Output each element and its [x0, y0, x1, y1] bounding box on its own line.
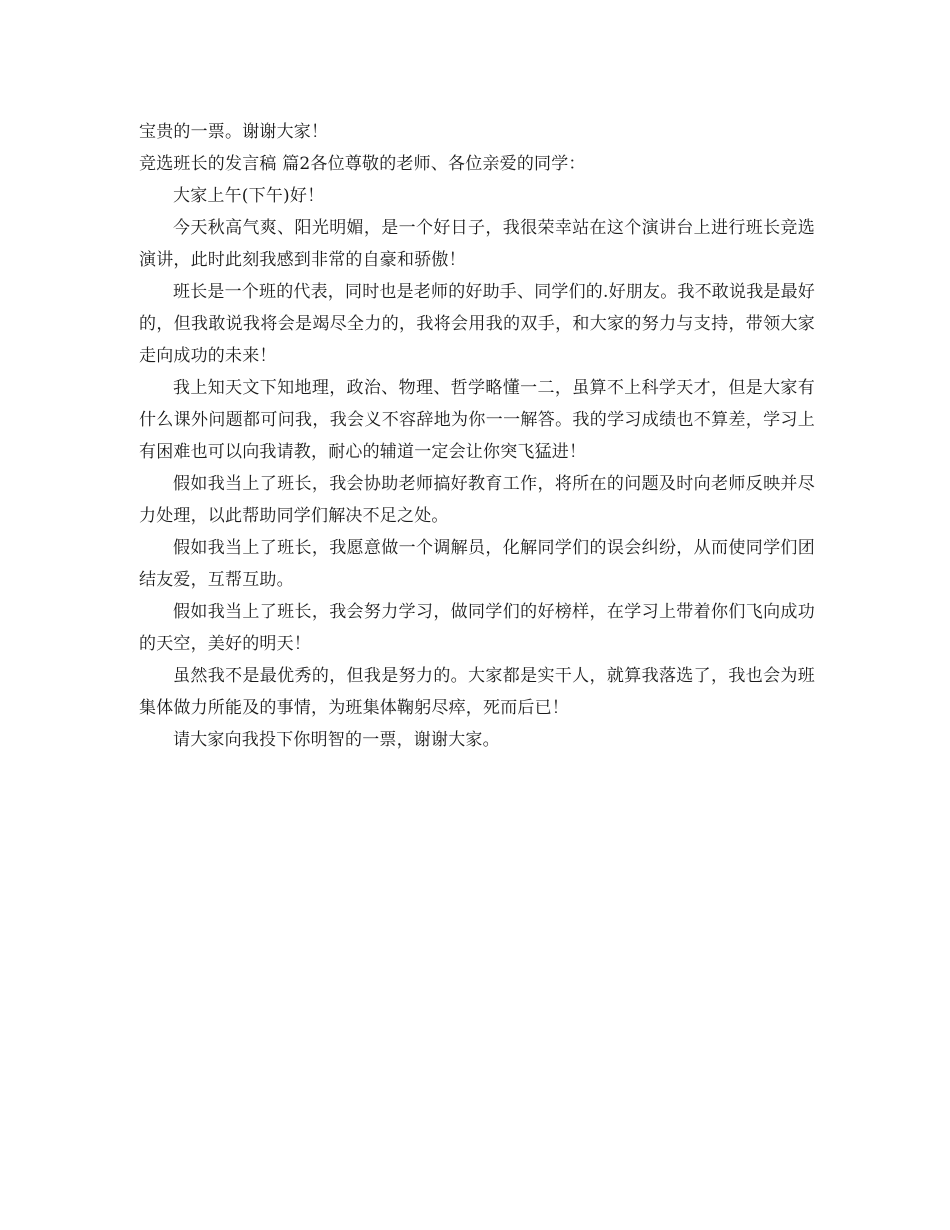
paragraph-5: 班长是一个班的代表，同时也是老师的好助手、同学们的.好朋友。我不敢说我是最好的，但我敢说我将会是竭尽全力的，我将会用我的双手，和大家的努力与支持，带领大家走向成功的未来！ [139, 282, 816, 366]
paragraph-7: 假如我当上了班长，我会协助老师搞好教育工作，将所在的问题及时向老师反映并尽力处理，以此帮助同学们解决不足之处。 [139, 474, 815, 526]
document-body [139, 116, 815, 756]
paragraph-8: 假如我当上了班长，我愿意做一个调解员，化解同学们的误会纠纷，从而使同学们团结友爱，互帮互助。 [139, 538, 815, 590]
paragraph-4: 今天秋高气爽、阳光明媚，是一个好日子，我很荣幸站在这个演讲台上进行班长竞选演讲，此时此刻我感到非常的自豪和骄傲！ [139, 218, 815, 270]
paragraph-6: 我上知天文下知地理，政治、物理、哲学略懂一二，虽算不上科学天才，但是大家有什么课外问题都可问我，我会义不容辞地为你一一解答。我的学习成绩也不算差，学习上有困难也可以向我请教，耐心的辅道一定会让你突飞猛进！ [139, 378, 815, 462]
paragraph-9: 假如我当上了班长，我会努力学习，做同学们的好榜样，在学习上带着你们飞向成功的天空，美好的明天！ [139, 602, 815, 654]
paragraph-3: 大家上午(下午)好！ [173, 186, 325, 206]
paragraph-2: 竞选班长的发言稿 篇2各位尊敬的老师、各位亲爱的同学： [139, 154, 586, 174]
paragraph-10: 虽然我不是最优秀的，但我是努力的。大家都是实干人，就算我落选了，我也会为班集体做力所能及的事情，为班集体鞠躬尽瘁，死而后已！ [139, 666, 815, 718]
paragraph-1: 宝贵的一票。谢谢大家！ [139, 122, 329, 142]
paragraph-11: 请大家向我投下你明智的一票，谢谢大家。 [173, 730, 500, 750]
